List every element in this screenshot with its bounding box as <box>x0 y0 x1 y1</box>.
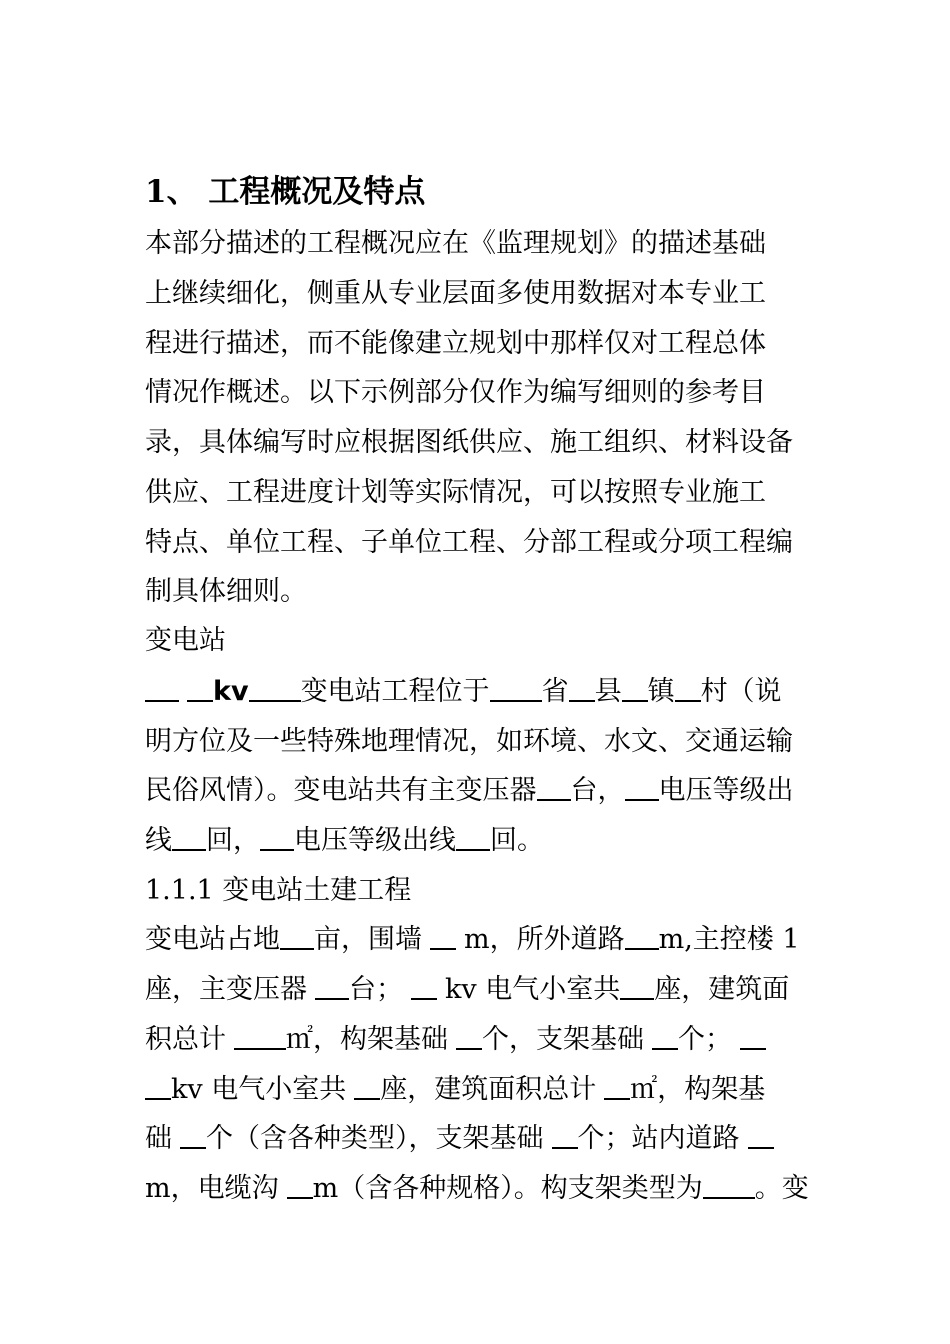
text: 个（含各种类型），支架基础 <box>206 1123 544 1154</box>
blank <box>411 974 437 1000</box>
blank <box>620 974 654 1000</box>
blank <box>456 1024 482 1050</box>
civil-line-1 <box>145 921 815 959</box>
text: 个，支架基础 <box>482 1024 644 1055</box>
text: 省 <box>541 676 569 707</box>
blank <box>625 924 659 950</box>
intro-line-6: 供应、工程进度计划等实际情况，可以按照专业施工 <box>145 477 766 508</box>
blank <box>748 1123 774 1149</box>
blank <box>490 676 542 702</box>
intro-line-2: 上继续细化，侧重从专业层面多使用数据对本专业工 <box>145 278 766 309</box>
text: 台； <box>349 974 403 1005</box>
text: m，电缆沟 <box>145 1173 279 1204</box>
intro-line-5: 录，具体编写时应根据图纸供应、施工组织、材料设备 <box>145 427 793 458</box>
blank <box>287 1173 313 1199</box>
text: 积总计 <box>145 1024 226 1055</box>
section-heading: 1、 工程概况及特点 <box>145 174 426 210</box>
kv-label: kv <box>213 676 249 707</box>
blank <box>622 676 648 702</box>
subsection-title: 1.1.1 变电站土建工程 <box>145 875 412 906</box>
blank <box>652 1024 678 1050</box>
text: 线 <box>145 825 172 856</box>
text: 变电站工程位于 <box>300 676 490 707</box>
text: 。变 <box>754 1173 809 1204</box>
text: 座，建筑面积总计 <box>380 1074 597 1105</box>
blank <box>249 676 301 702</box>
blank <box>260 825 294 851</box>
blank <box>703 1173 755 1199</box>
text: 座，建筑面 <box>654 974 790 1005</box>
civil-line-2 <box>145 971 815 1009</box>
text: 座，主变压器 <box>145 974 307 1005</box>
text: 回， <box>206 825 260 856</box>
blank <box>569 676 595 702</box>
text: 村（说 <box>700 676 782 707</box>
text: 台， <box>570 775 625 806</box>
blank <box>187 676 213 702</box>
station-line-3 <box>145 772 815 810</box>
blank <box>740 1024 766 1050</box>
text: m,主控楼 1 <box>658 924 800 955</box>
text: 电压等级出线 <box>294 825 456 856</box>
text: 变电站占地 <box>145 924 280 955</box>
blank <box>315 974 349 1000</box>
text: 回。 <box>490 825 544 856</box>
text: kv 电气小室共 <box>171 1074 347 1105</box>
intro-line-8: 制具体细则。 <box>145 576 307 607</box>
text: m（含各种规格）。构支架类型为 <box>312 1173 703 1204</box>
civil-line-4 <box>145 1071 815 1109</box>
text: ㎡，构架基础 <box>286 1024 448 1055</box>
blank <box>172 825 206 851</box>
text: 亩，围墙 <box>314 924 422 955</box>
text: 民俗风情）。变电站共有主变压器 <box>145 775 537 806</box>
blank <box>604 1074 630 1100</box>
blank <box>234 1024 286 1050</box>
text: 个；站内道路 <box>577 1123 740 1154</box>
text: 镇 <box>647 676 675 707</box>
text: kv 电气小室共 <box>445 974 621 1005</box>
blank <box>145 676 179 702</box>
station-line-4 <box>145 822 815 860</box>
intro-line-1: 本部分描述的工程概况应在《监理规划》的描述基础 <box>145 228 766 259</box>
text: 电压等级出 <box>658 775 794 806</box>
civil-line-3 <box>145 1021 815 1059</box>
blank <box>625 775 659 801</box>
text: 县 <box>594 676 622 707</box>
blank <box>280 924 314 950</box>
blank <box>430 924 456 950</box>
text: 础 <box>145 1123 172 1154</box>
intro-line-7: 特点、单位工程、子单位工程、分部工程或分项工程编 <box>145 527 793 558</box>
intro-line-3: 程进行描述，而不能像建立规划中那样仅对工程总体 <box>145 328 766 359</box>
civil-line-5 <box>145 1120 815 1158</box>
blank <box>180 1123 206 1149</box>
text: 个； <box>678 1024 732 1055</box>
station-line-1 <box>145 673 815 711</box>
text: m，所外道路 <box>464 924 625 955</box>
blank <box>675 676 701 702</box>
blank <box>537 775 571 801</box>
text: ㎡，构架基 <box>630 1074 766 1105</box>
intro-line-4: 情况作概述。以下示例部分仅作为编写细则的参考目 <box>145 377 766 408</box>
blank <box>145 1074 171 1100</box>
blank <box>354 1074 380 1100</box>
blank <box>456 825 490 851</box>
blank <box>552 1123 578 1149</box>
substation-title: 变电站 <box>145 625 226 656</box>
civil-line-6 <box>145 1170 815 1208</box>
station-line-2: 明方位及一些特殊地理情况，如环境、水文、交通运输 <box>145 726 793 757</box>
